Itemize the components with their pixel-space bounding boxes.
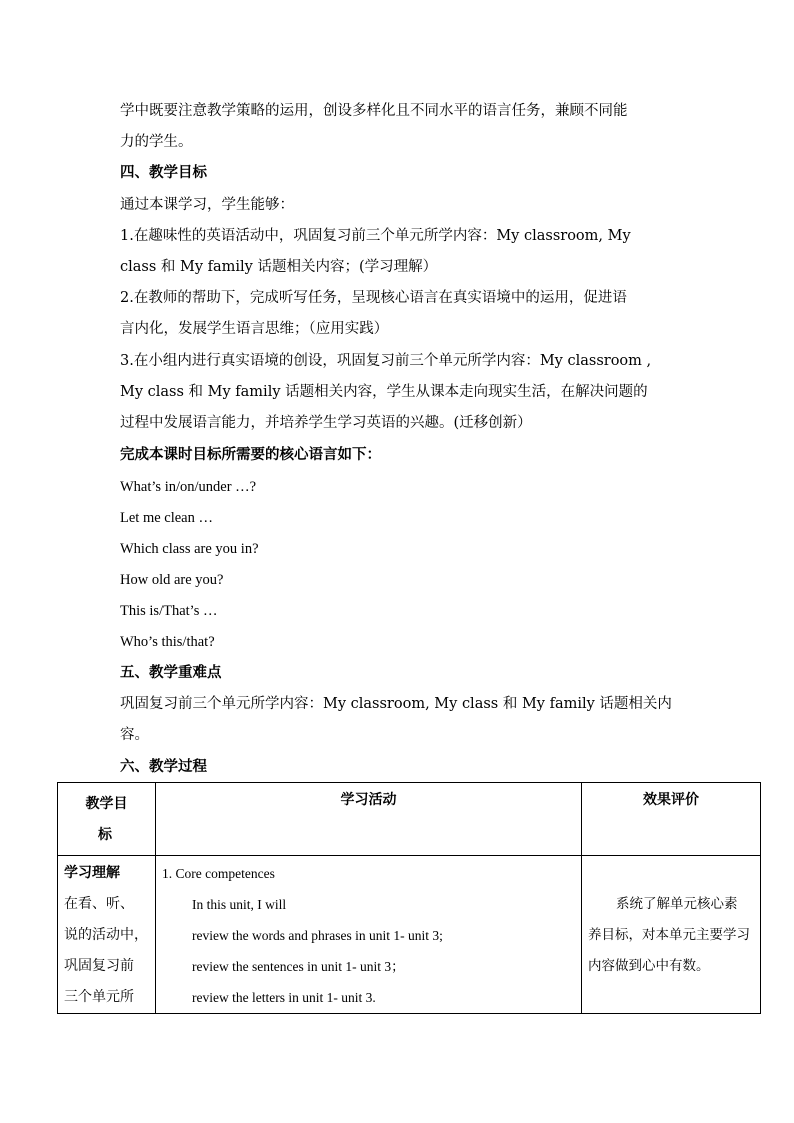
objective-line: class 和 My family 话题相关内容；(学习理解） <box>120 259 438 275</box>
activity-cell <box>156 856 582 1014</box>
evaluation-line: 养目标，对本单元主要学习 <box>588 927 750 943</box>
section-heading: 四、教学目标 <box>120 164 207 181</box>
objective-line: 言内化，发展学生语言思维；（应用实践） <box>120 321 389 337</box>
section-heading: 完成本课时目标所需要的核心语言如下： <box>120 446 381 463</box>
evaluation-line: 内容做到心中有数。 <box>588 958 710 974</box>
table-header-row <box>58 783 761 856</box>
core-language-item: What’s in/on/under …? <box>120 479 257 495</box>
core-language-item: Which class are you in? <box>120 541 259 557</box>
objective-line: 2.在教师的帮助下，完成听写任务，呈现核心语言在真实语境中的运用，促进语 <box>120 290 627 306</box>
goal-line: 说的活动中， <box>64 927 148 943</box>
goal-cell <box>58 856 156 1014</box>
objective-line: 3.在小组内进行真实语境的创设，巩固复习前三个单元所学内容：My classroom , <box>120 353 652 369</box>
paragraph-line: 容。 <box>120 727 149 743</box>
header-activity-label: 学习活动 <box>340 792 397 808</box>
header-evaluation <box>582 783 761 856</box>
goal-title: 学习理解 <box>64 865 120 881</box>
paragraph-line: 通过本课学习，学生能够： <box>120 197 294 213</box>
core-language-item: Let me clean … <box>120 510 213 526</box>
activity-title: 1. Core competences <box>162 866 275 881</box>
activity-line: review the letters in unit 1- unit 3. <box>192 990 376 1005</box>
goal-line: 巩固复习前 <box>64 958 134 974</box>
intro-line: 力的学生。 <box>120 134 193 150</box>
activity-line: review the words and phrases in unit 1- unit 3; <box>192 928 443 943</box>
header-activity <box>156 783 582 856</box>
evaluation-line: 系统了解单元核心素 <box>616 896 738 912</box>
objective-line: 过程中发展语言能力，并培养学生学习英语的兴趣。(迁移创新） <box>120 415 532 431</box>
header-goal-line: 教学目 <box>85 796 128 812</box>
activity-line: review the sentences in unit 1- unit 3； <box>192 959 405 974</box>
goal-line: 在看、听、 <box>64 896 134 912</box>
table-row <box>58 856 761 1014</box>
header-goal <box>58 783 156 856</box>
evaluation-cell <box>582 856 761 1014</box>
section-heading: 六、教学过程 <box>120 758 207 775</box>
goal-line: 三个单元所 <box>64 989 134 1005</box>
paragraph-line: 巩固复习前三个单元所学内容：My classroom, My class 和 My family 话题相关内 <box>120 696 672 712</box>
core-language-item: How old are you? <box>120 572 224 588</box>
header-goal-line: 标 <box>98 827 112 843</box>
header-evaluation-label: 效果评价 <box>643 792 699 808</box>
intro-line: 学中既要注意教学策略的运用，创设多样化且不同水平的语言任务，兼顾不同能 <box>120 103 628 119</box>
core-language-item: Who’s this/that? <box>120 634 215 650</box>
objective-line: 1.在趣味性的英语活动中，巩固复习前三个单元所学内容：My classroom, My <box>120 228 631 244</box>
activity-line: In this unit, I will <box>192 897 287 912</box>
core-language-item: This is/That’s … <box>120 603 218 619</box>
objective-line: My class 和 My family 话题相关内容，学生从课本走向现实生活，在解决问题的 <box>120 384 648 400</box>
teaching-process-table <box>57 782 761 1014</box>
section-heading: 五、教学重难点 <box>120 664 222 681</box>
